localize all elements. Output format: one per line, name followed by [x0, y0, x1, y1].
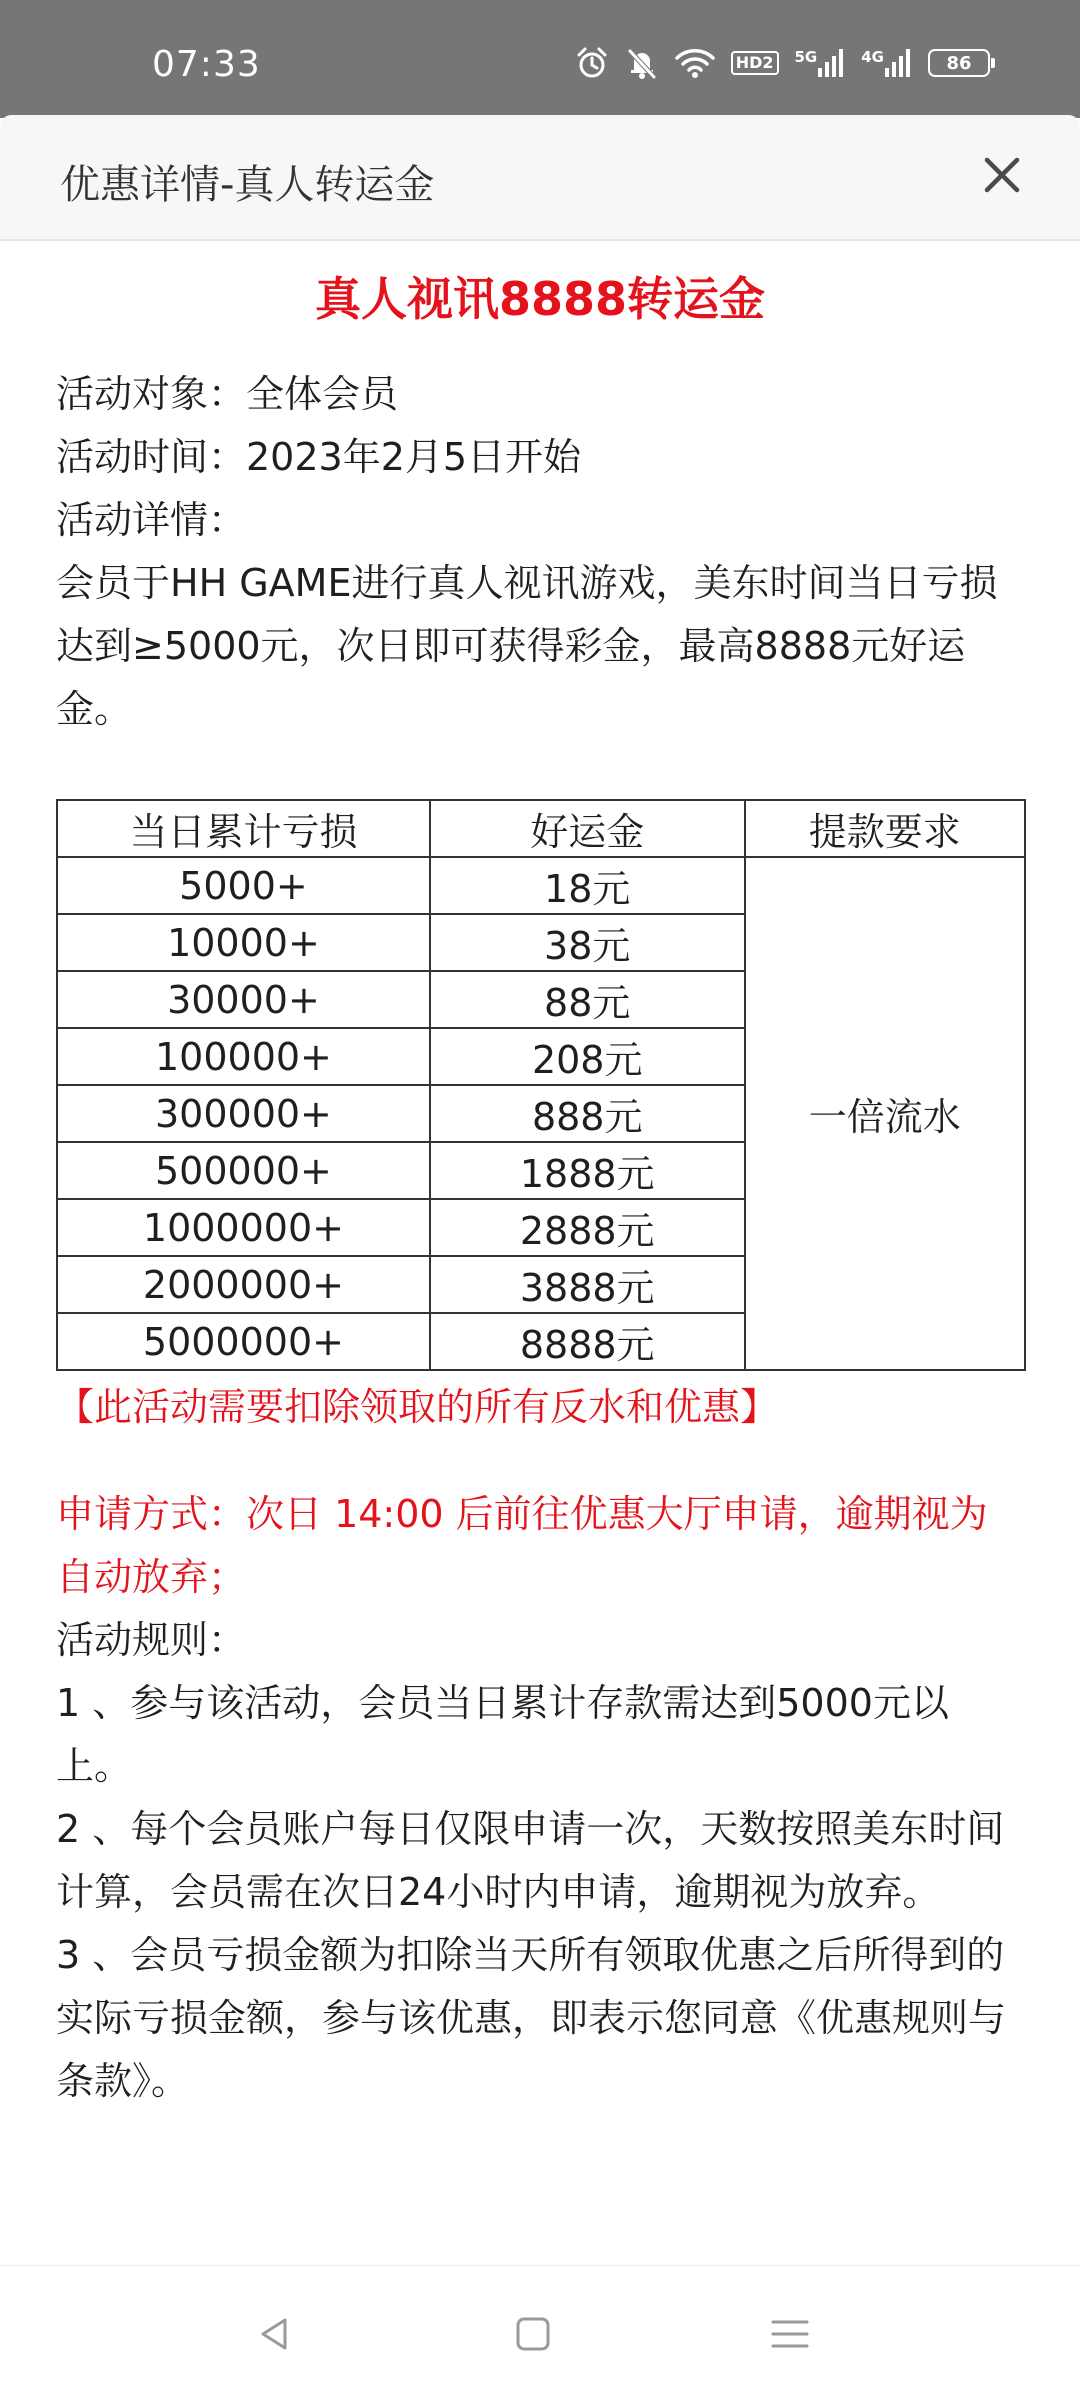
loss-cell: 2000000+ [57, 1256, 430, 1313]
bonus-cell: 888元 [430, 1085, 745, 1142]
loss-cell: 5000000+ [57, 1313, 430, 1370]
activity-details-text: 会员于HH GAME进行真人视讯游戏，美东时间当日亏损达到≥5000元，次日即可获得彩金，最高8888元好运金。 [56, 561, 998, 731]
column-header-bonus: 好运金 [430, 800, 745, 857]
bonus-cell: 208元 [430, 1028, 745, 1085]
apply-method: 申请方式：次日 14:00 后前往优惠大厅申请，逾期视为自动放弃； [56, 1492, 988, 1599]
bonus-cell: 3888元 [430, 1256, 745, 1313]
wifi-icon [675, 47, 715, 79]
bonus-cell: 2888元 [430, 1199, 745, 1256]
withdraw-requirement-cell: 一倍流水 [745, 857, 1025, 1370]
alarm-icon [575, 46, 609, 80]
bonus-cell: 88元 [430, 971, 745, 1028]
activity-time: 活动时间：2023年2月5日开始 [56, 435, 582, 479]
status-bar [0, 0, 1080, 118]
table-header-row [57, 800, 1025, 857]
loss-cell: 1000000+ [57, 1199, 430, 1256]
network-type-label: 5G [794, 48, 818, 66]
sheet-title: 优惠详情-真人转运金 [60, 162, 435, 208]
promo-content [56, 241, 1024, 2113]
loss-cell: 30000+ [57, 971, 430, 1028]
mute-bell-icon [625, 46, 659, 80]
network-type-label-2: 4G [861, 48, 884, 66]
signal-icon [795, 48, 846, 78]
promo-headline: 真人视讯8888转运金 [314, 272, 766, 326]
battery-icon [928, 49, 990, 77]
loss-cell: 300000+ [57, 1085, 430, 1142]
bonus-cell: 18元 [430, 857, 745, 914]
nav-home-button[interactable] [503, 2304, 563, 2364]
column-header-withdraw: 提款要求 [745, 800, 1025, 857]
bonus-cell: 38元 [430, 914, 745, 971]
back-icon [255, 2314, 295, 2354]
status-icons [575, 46, 990, 80]
column-header-loss: 当日累计亏损 [57, 800, 430, 857]
promo-info [56, 363, 1024, 741]
loss-cell: 5000+ [57, 857, 430, 914]
nav-back-button[interactable] [245, 2304, 305, 2364]
table-row [57, 857, 1025, 914]
activity-rules [56, 1609, 1024, 2113]
battery-level: 86 [946, 52, 972, 74]
close-button[interactable] [974, 147, 1030, 203]
loss-cell: 100000+ [57, 1028, 430, 1085]
activity-target: 活动对象：全体会员 [56, 372, 399, 416]
rule-item: 2 、每个会员账户每日仅限申请一次，天数按照美东时间计算，会员需在次日24小时内申请，逾期视为放弃。 [56, 1807, 1005, 1914]
loss-cell: 500000+ [57, 1142, 430, 1199]
reward-table [56, 799, 1026, 1371]
rules-label: 活动规则： [56, 1618, 247, 1662]
signal-icon-2 [861, 48, 912, 78]
menu-icon [770, 2314, 810, 2354]
nav-menu-button[interactable] [760, 2304, 820, 2364]
deduct-note: 【此活动需要扣除领取的所有反水和优惠】 [56, 1385, 779, 1429]
activity-details-label: 活动详情： [56, 498, 247, 542]
promo-detail-sheet [0, 115, 1080, 2265]
status-time: 07:33 [152, 44, 261, 85]
sheet-header [0, 115, 1080, 241]
hd-badge: HD2 [731, 51, 779, 75]
rule-item: 3 、会员亏损金额为扣除当天所有领取优惠之后所得到的实际亏损金额，参与该优惠，即表示您同意《优惠规则与条款》。 [56, 1933, 1007, 2103]
rule-item: 1 、参与该活动，会员当日累计存款需达到5000元以上。 [56, 1681, 949, 1788]
close-icon [982, 155, 1022, 195]
navigation-bar [0, 2265, 1080, 2401]
bonus-cell: 1888元 [430, 1142, 745, 1199]
bonus-cell: 8888元 [430, 1313, 745, 1370]
loss-cell: 10000+ [57, 914, 430, 971]
home-icon [513, 2314, 553, 2354]
